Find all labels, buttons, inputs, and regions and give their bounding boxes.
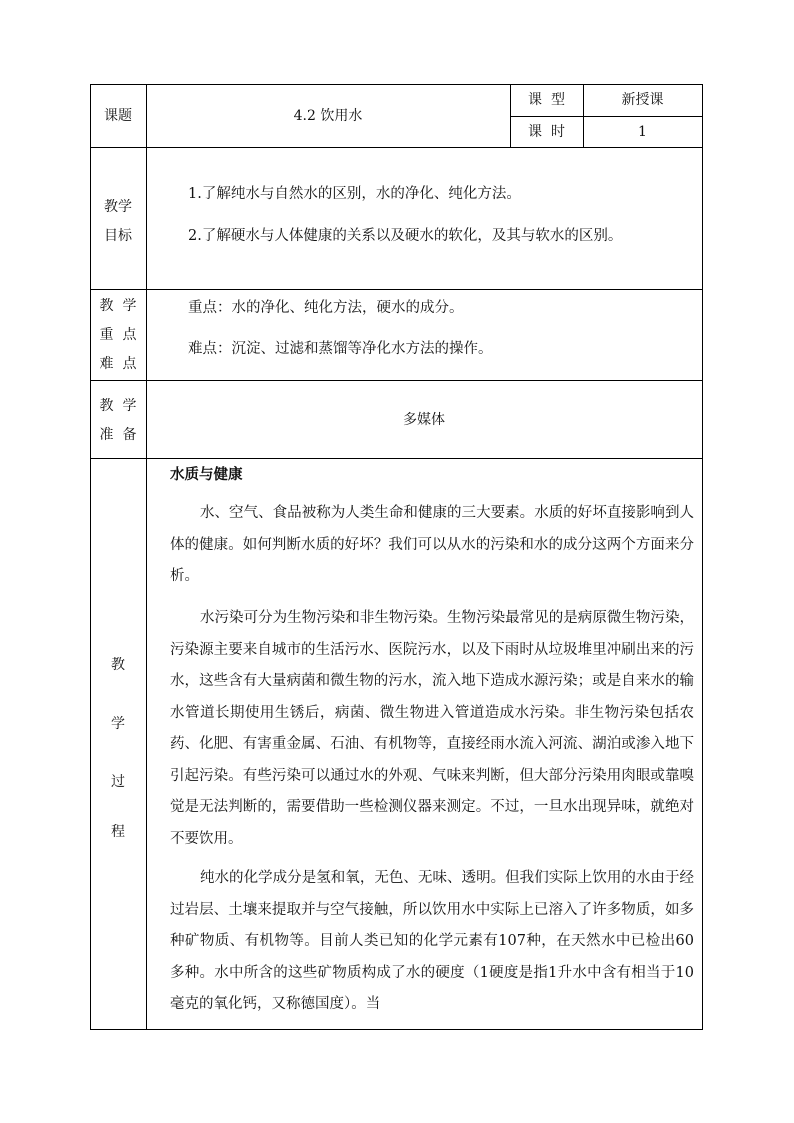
preparation-label-line1: 教 学	[99, 398, 137, 414]
lesson-hours-value: 1	[638, 124, 647, 140]
keypoints-label-line2: 重 点	[99, 327, 137, 343]
difficult-point-text: 难点：沉淀、过滤和蒸馏等净化水方法的操作。	[188, 341, 493, 357]
objective-item-2: 2.了解硬水与人体健康的关系以及硬水的软化，及其与软水的区别。	[188, 228, 623, 244]
course-label: 课题	[104, 108, 132, 124]
process-label-char-4: 程	[111, 824, 125, 840]
lesson-type-value: 新授课	[621, 92, 664, 108]
key-point-text: 重点：水的净化、纯化方法，硬水的成分。	[188, 300, 464, 316]
objective-item-1: 1.了解纯水与自然水的区别，水的净化、纯化方法。	[188, 186, 521, 202]
table-border-bottom	[90, 1029, 703, 1030]
lesson-type-label: 课 型	[528, 92, 565, 108]
table-border-right	[702, 84, 703, 1030]
table-row-divider-header-sub	[510, 116, 703, 117]
table-row-divider-header	[90, 147, 703, 148]
process-paragraph-2: 水污染可分为生物污染和非生物污染。生物污染最常见的是病原微生物污染，污染源主要来自城市的生活污水、医院污水，以及下雨时从垃圾堆里冲刷出来的污水，这些含有大量病菌和微生物的污水，流入地下造成水源污染；或是自来水的输水管道长期使用生锈后，病菌、微生物进入管道造成水污染。非生物污染包括农药、化肥、有害重金属、石油、有机物等，直接经雨水流入河流、湖泊或渗入地下引起污染。有些污染可以通过水的外观、气味来判断，但大部分污染用肉眼或靠嗅觉是无法判断的，需要借助一些检测仪器来测定。不过，一旦水出现异味，就绝对不要饮用。	[170, 610, 694, 847]
course-title: 4.2 饮用水	[293, 108, 363, 124]
preparation-value: 多媒体	[403, 412, 445, 428]
table-row-divider-keypoints	[90, 380, 703, 381]
table-col-divider-label	[146, 84, 147, 1030]
process-paragraph-3: 纯水的化学成分是氢和氧，无色、无味、透明。但我们实际上饮用的水由于经过岩层、土壤来提取并与空气接触，所以饮用水中实际上已溶入了许多物质，如多种矿物质、有机物等。目前人类已知的化学元素有107种，在天然水中已检出60多种。水中所含的这些矿物质构成了水的硬度（1硬度是指1升水中含有相当于10毫克的氧化钙，又称德国度）。当	[170, 870, 694, 1012]
process-label-char-2: 学	[111, 716, 125, 732]
process-heading: 水质与健康	[170, 467, 243, 483]
objectives-label-line1: 教学	[104, 199, 132, 215]
keypoints-label-line1: 教 学	[99, 298, 137, 314]
table-row-divider-objectives	[90, 289, 703, 290]
table-border-top	[90, 84, 703, 85]
process-label-char-1: 教	[111, 657, 125, 673]
table-border-left	[90, 84, 91, 1030]
process-label-char-3: 过	[111, 774, 125, 790]
preparation-label-line2: 准 备	[99, 427, 137, 443]
objectives-label-line2: 目标	[104, 228, 132, 244]
keypoints-label-line3: 难 点	[99, 356, 137, 372]
table-row-divider-preparation	[90, 458, 703, 459]
process-paragraph-1: 水、空气、食品被称为人类生命和健康的三大要素。水质的好坏直接影响到人体的健康。如何判断水质的好坏？我们可以从水的污染和水的成分这两个方面来分析。	[170, 505, 694, 584]
lesson-hours-label: 课 时	[528, 124, 565, 140]
